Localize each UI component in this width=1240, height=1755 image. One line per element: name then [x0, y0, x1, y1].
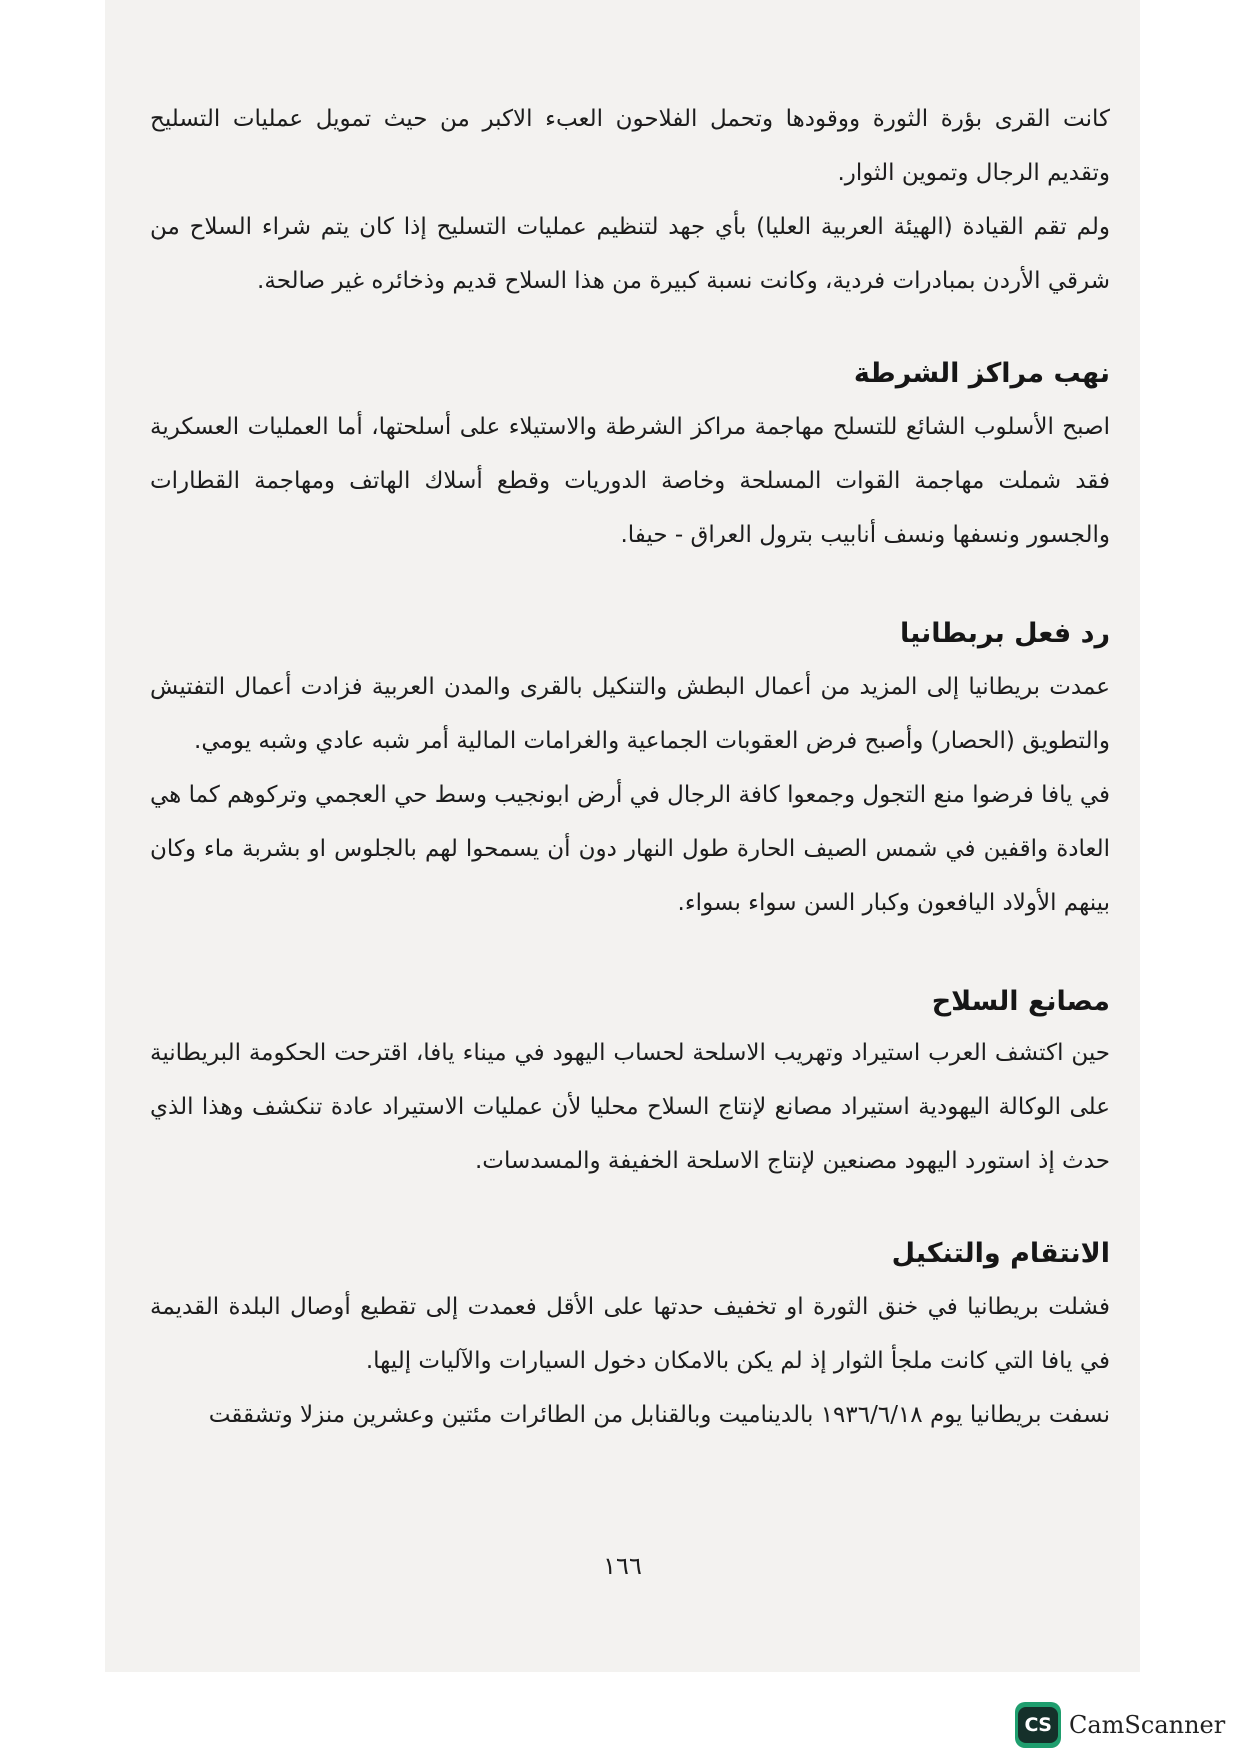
- camscanner-watermark: [1015, 1702, 1225, 1748]
- paragraph-intro-1: كانت القرى بؤرة الثورة ووقودها وتحمل الفلاحون العبء الاكبر من حيث تمويل عمليات التسليح وتقديم الرجال وتموين الثوار.: [150, 106, 1110, 186]
- scanned-page: [105, 0, 1140, 1672]
- section-heading-british-reaction: رد فعل بربطانيا: [899, 618, 1110, 649]
- paragraph-police-raids: اصبح الأسلوب الشائع للتسلح مهاجمة مراكز الشرطة والاستيلاء على أسلحتها، أما العمليات العسكرية فقد شملت مهاجمة القوات المسلحة وخاصة الدوريات وقطع أسلاك الهاتف ومهاجمة القطارات والجسور ونسفها ونسف أنابيب بترول العراق - حيفا.: [150, 414, 1110, 548]
- paragraph-arms-factories: حين اكتشف العرب استيراد وتهريب الاسلحة لحساب اليهود في ميناء يافا، اقترحت الحكومة البريطانية على الوكالة اليهودية استيراد مصانع لإنتاج السلاح محليا لأن عمليات الاستيراد عادة تنكشف وهذا الذي حدث إذ استورد اليهود مصنعين لإنتاج الاسلحة الخفيفة والمسدسات.: [150, 1040, 1110, 1174]
- paragraph-revenge-1: فشلت بريطانيا في خنق الثورة او تخفيف حدتها على الأقل فعمدت إلى تقطيع أوصال البلدة القديمة في يافا التي كانت ملجأ الثوار إذ لم يكن بالامكان دخول السيارات والآليات إليها.: [150, 1294, 1110, 1374]
- section-heading-revenge: الانتقام والتنكيل: [891, 1238, 1110, 1269]
- paragraph-british-reaction-1: عمدت بريطانيا إلى المزيد من أعمال البطش والتنكيل بالقرى والمدن العربية فزادت أعمال التفتيش والتطويق (الحصار) وأصبح فرض العقوبات الجماعية والغرامات المالية أمر شبه عادي وشبه يومي.: [150, 674, 1110, 754]
- page-number: ١٦٦: [603, 1552, 642, 1580]
- camscanner-app-name: CamScanner: [1069, 1711, 1226, 1739]
- paragraph-intro-2: ولم تقم القيادة (الهيئة العربية العليا) بأي جهد لتنظيم عمليات التسليح إذا كان يتم شراء السلاح من شرقي الأردن بمبادرات فردية، وكانت نسبة كبيرة من هذا السلاح قديم وذخائره غير صالحة.: [150, 214, 1110, 294]
- paragraph-revenge-2: نسفت بريطانيا يوم ١٩٣٦/٦/١٨ بالديناميت وبالقنابل من الطائرات مئتين وعشرين منزلا وتشققت: [208, 1402, 1110, 1428]
- section-heading-arms-factories: مصانع السلاح: [931, 986, 1110, 1017]
- section-heading-police-raids: نهب مراكز الشرطة: [853, 358, 1110, 389]
- camscanner-logo-icon: [1015, 1702, 1061, 1748]
- camscanner-logo-text: CS: [1018, 1707, 1058, 1743]
- paragraph-british-reaction-2: في يافا فرضوا منع التجول وجمعوا كافة الرجال في أرض ابونجيب وسط حي العجمي وتركوهم كما هي العادة واقفين في شمس الصيف الحارة طول النهار دون أن يسمحوا لهم بالجلوس او بشربة ماء وكان بينهم الأولاد اليافعون وكبار السن سواء بسواء.: [150, 782, 1110, 916]
- page-content: [150, 92, 1110, 1442]
